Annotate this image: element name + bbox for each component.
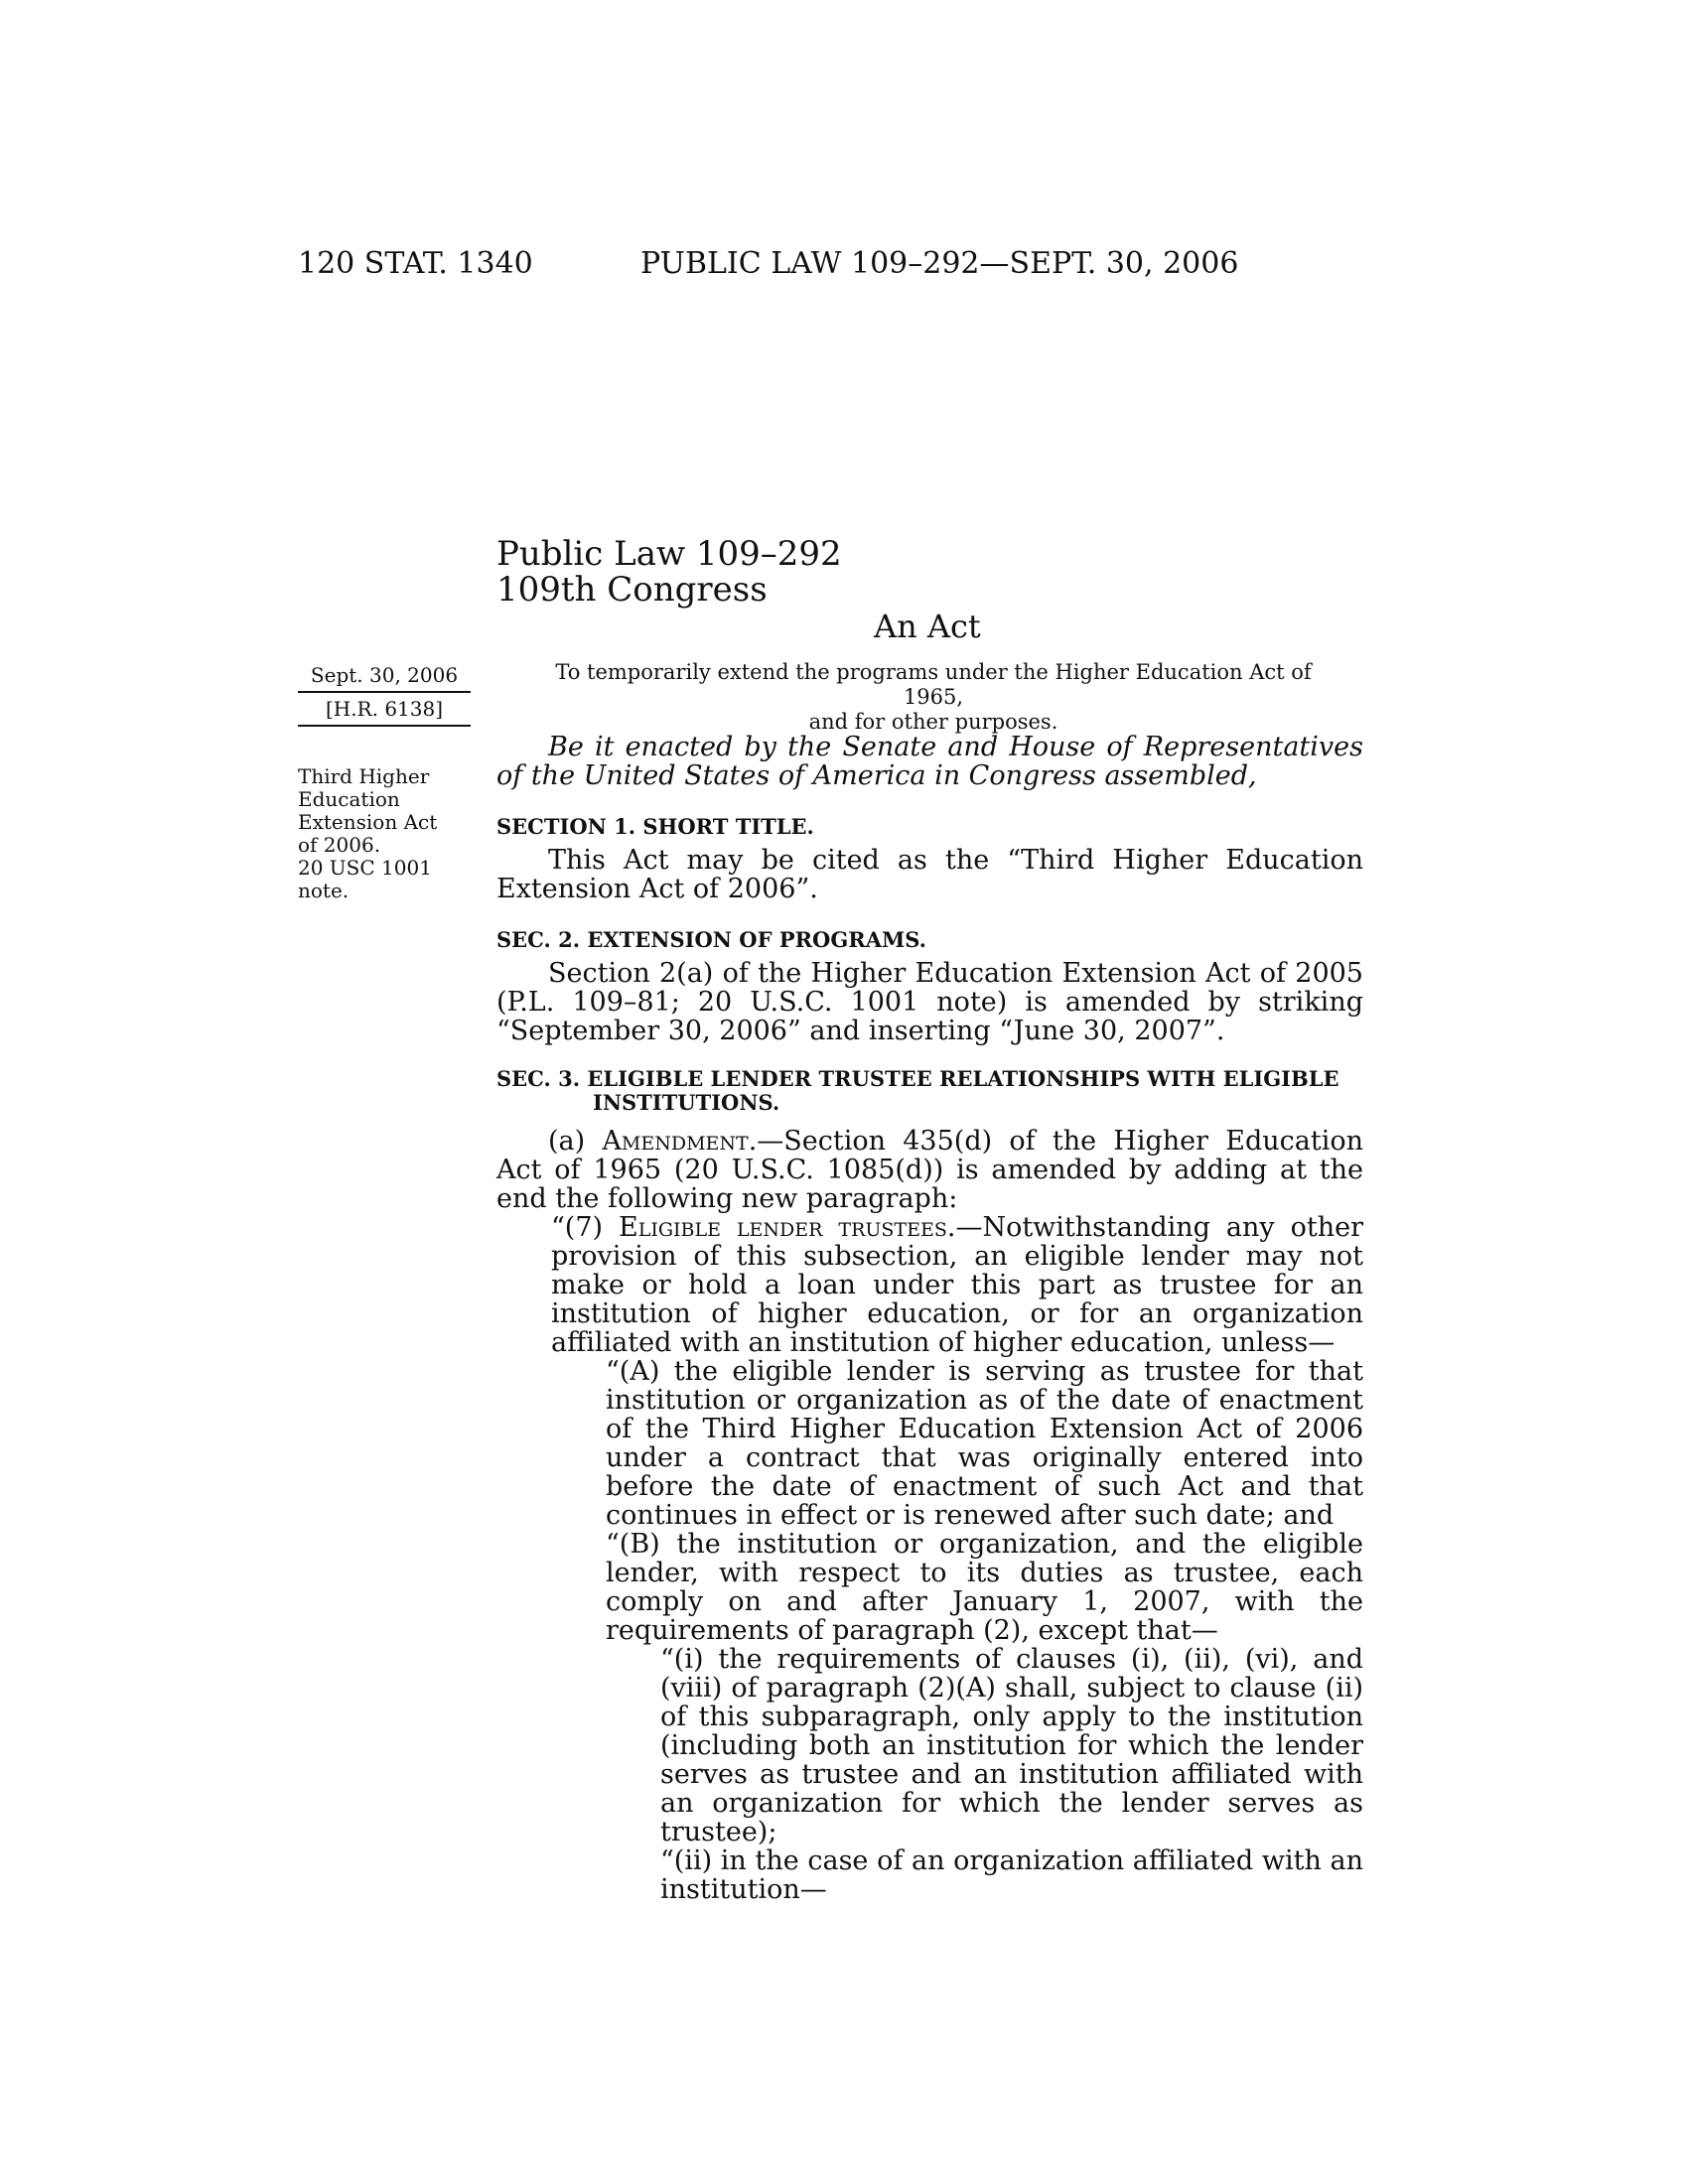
paragraph-7: “(7) Eligible lender trustees.—Notwithstanding any other provision of this subsection, an eligible lender may not make or hold a loan under this part as trustee for an institution of higher education, or for an organization affiliated with an institution of higher education, unless— xyxy=(551,1212,1363,1358)
purpose-line: and for other purposes. xyxy=(808,710,1058,734)
subparagraph-b: “(B) the institution or organization, and the eligible lender, with respect to its duties as trustee, each comply on and after January 1, 2007, with the requirements of paragraph (2), except that— xyxy=(606,1529,1363,1646)
section-2-text: Section 2(a) of the Higher Education Extension Act of 2005 (P.L. 109–81; 20 U.S.C. 1001 note) is amended by striking “September 30, 2006” and inserting “June 30, 2007”. xyxy=(496,958,1363,1046)
congress-number: 109th Congress xyxy=(496,570,768,610)
section-3-heading-line: SEC. 3. ELIGIBLE LENDER TRUSTEE RELATIONSHIPS WITH ELIGIBLE xyxy=(496,1066,1339,1091)
page-stat-number: 120 STAT. 1340 xyxy=(298,246,533,281)
section-3-body xyxy=(496,1127,1363,1904)
section-2-heading: SEC. 2. EXTENSION OF PROGRAMS. xyxy=(496,927,926,952)
clause-i: “(i) the requirements of clauses (i), (ii), (vi), and (viii) of paragraph (2)(A) shall, subject to clause (ii) of this subparagraph, only apply to the institution (including both an institution for which the lender serves as trustee and an institution affiliated with an organization for which the lender serves as trustee); xyxy=(660,1644,1363,1847)
margin-note-line: Education xyxy=(298,787,400,811)
margin-note-line: 20 USC 1001 xyxy=(298,856,432,880)
margin-note-line: note. xyxy=(298,879,350,902)
subsection-a-label: Amendment xyxy=(602,1126,749,1157)
clause-ii: “(ii) in the case of an organization affiliated with an institution— xyxy=(660,1845,1363,1905)
purpose-line: To temporarily extend the programs under the Higher Education Act of 1965, xyxy=(555,660,1312,709)
margin-note-line: Third Higher xyxy=(298,764,430,788)
margin-enactment-date: Sept. 30, 2006 xyxy=(298,663,471,693)
margin-note-line: Extension Act xyxy=(298,810,438,834)
margin-note-line: of 2006. xyxy=(298,833,381,857)
margin-bill-number: [H.R. 6138] xyxy=(298,697,471,727)
act-purpose xyxy=(536,660,1331,735)
section-1-text: This Act may be cited as the “Third Higher Education Extension Act of 2006”. xyxy=(496,845,1363,904)
section-3-heading-line: INSTITUTIONS. xyxy=(593,1090,780,1115)
subparagraph-a: “(A) the eligible lender is serving as trustee for that institution or organization as of the date of enactment of the Third Higher Education Extension Act of 2006 under a contract that was originally entered into before the date of enactment of such Act and that continues in effect or is renewed after such date; and xyxy=(606,1356,1363,1531)
section-3-heading xyxy=(496,1067,1363,1115)
margin-note xyxy=(298,765,471,902)
section-1-heading: SECTION 1. SHORT TITLE. xyxy=(496,814,814,839)
public-law-number: Public Law 109–292 xyxy=(496,534,842,574)
section-1-body xyxy=(496,846,1363,903)
section-2-body xyxy=(496,959,1363,1045)
an-act-heading: An Act xyxy=(874,608,981,645)
subsection-a: (a) Amendment.—Section 435(d) of the Higher Education Act of 1965 (20 U.S.C. 1085(d)) is amended by adding at the end the following new paragraph: xyxy=(496,1126,1364,1214)
enacting-clause xyxy=(496,733,1363,790)
paragraph-7-label: Eligible lender trustees xyxy=(619,1212,947,1243)
enacting-clause-text: Be it enacted by the Senate and House of Representatives of the United States of America in Congress assembled, xyxy=(496,732,1363,791)
running-header: PUBLIC LAW 109–292—SEPT. 30, 2006 xyxy=(640,246,1239,281)
